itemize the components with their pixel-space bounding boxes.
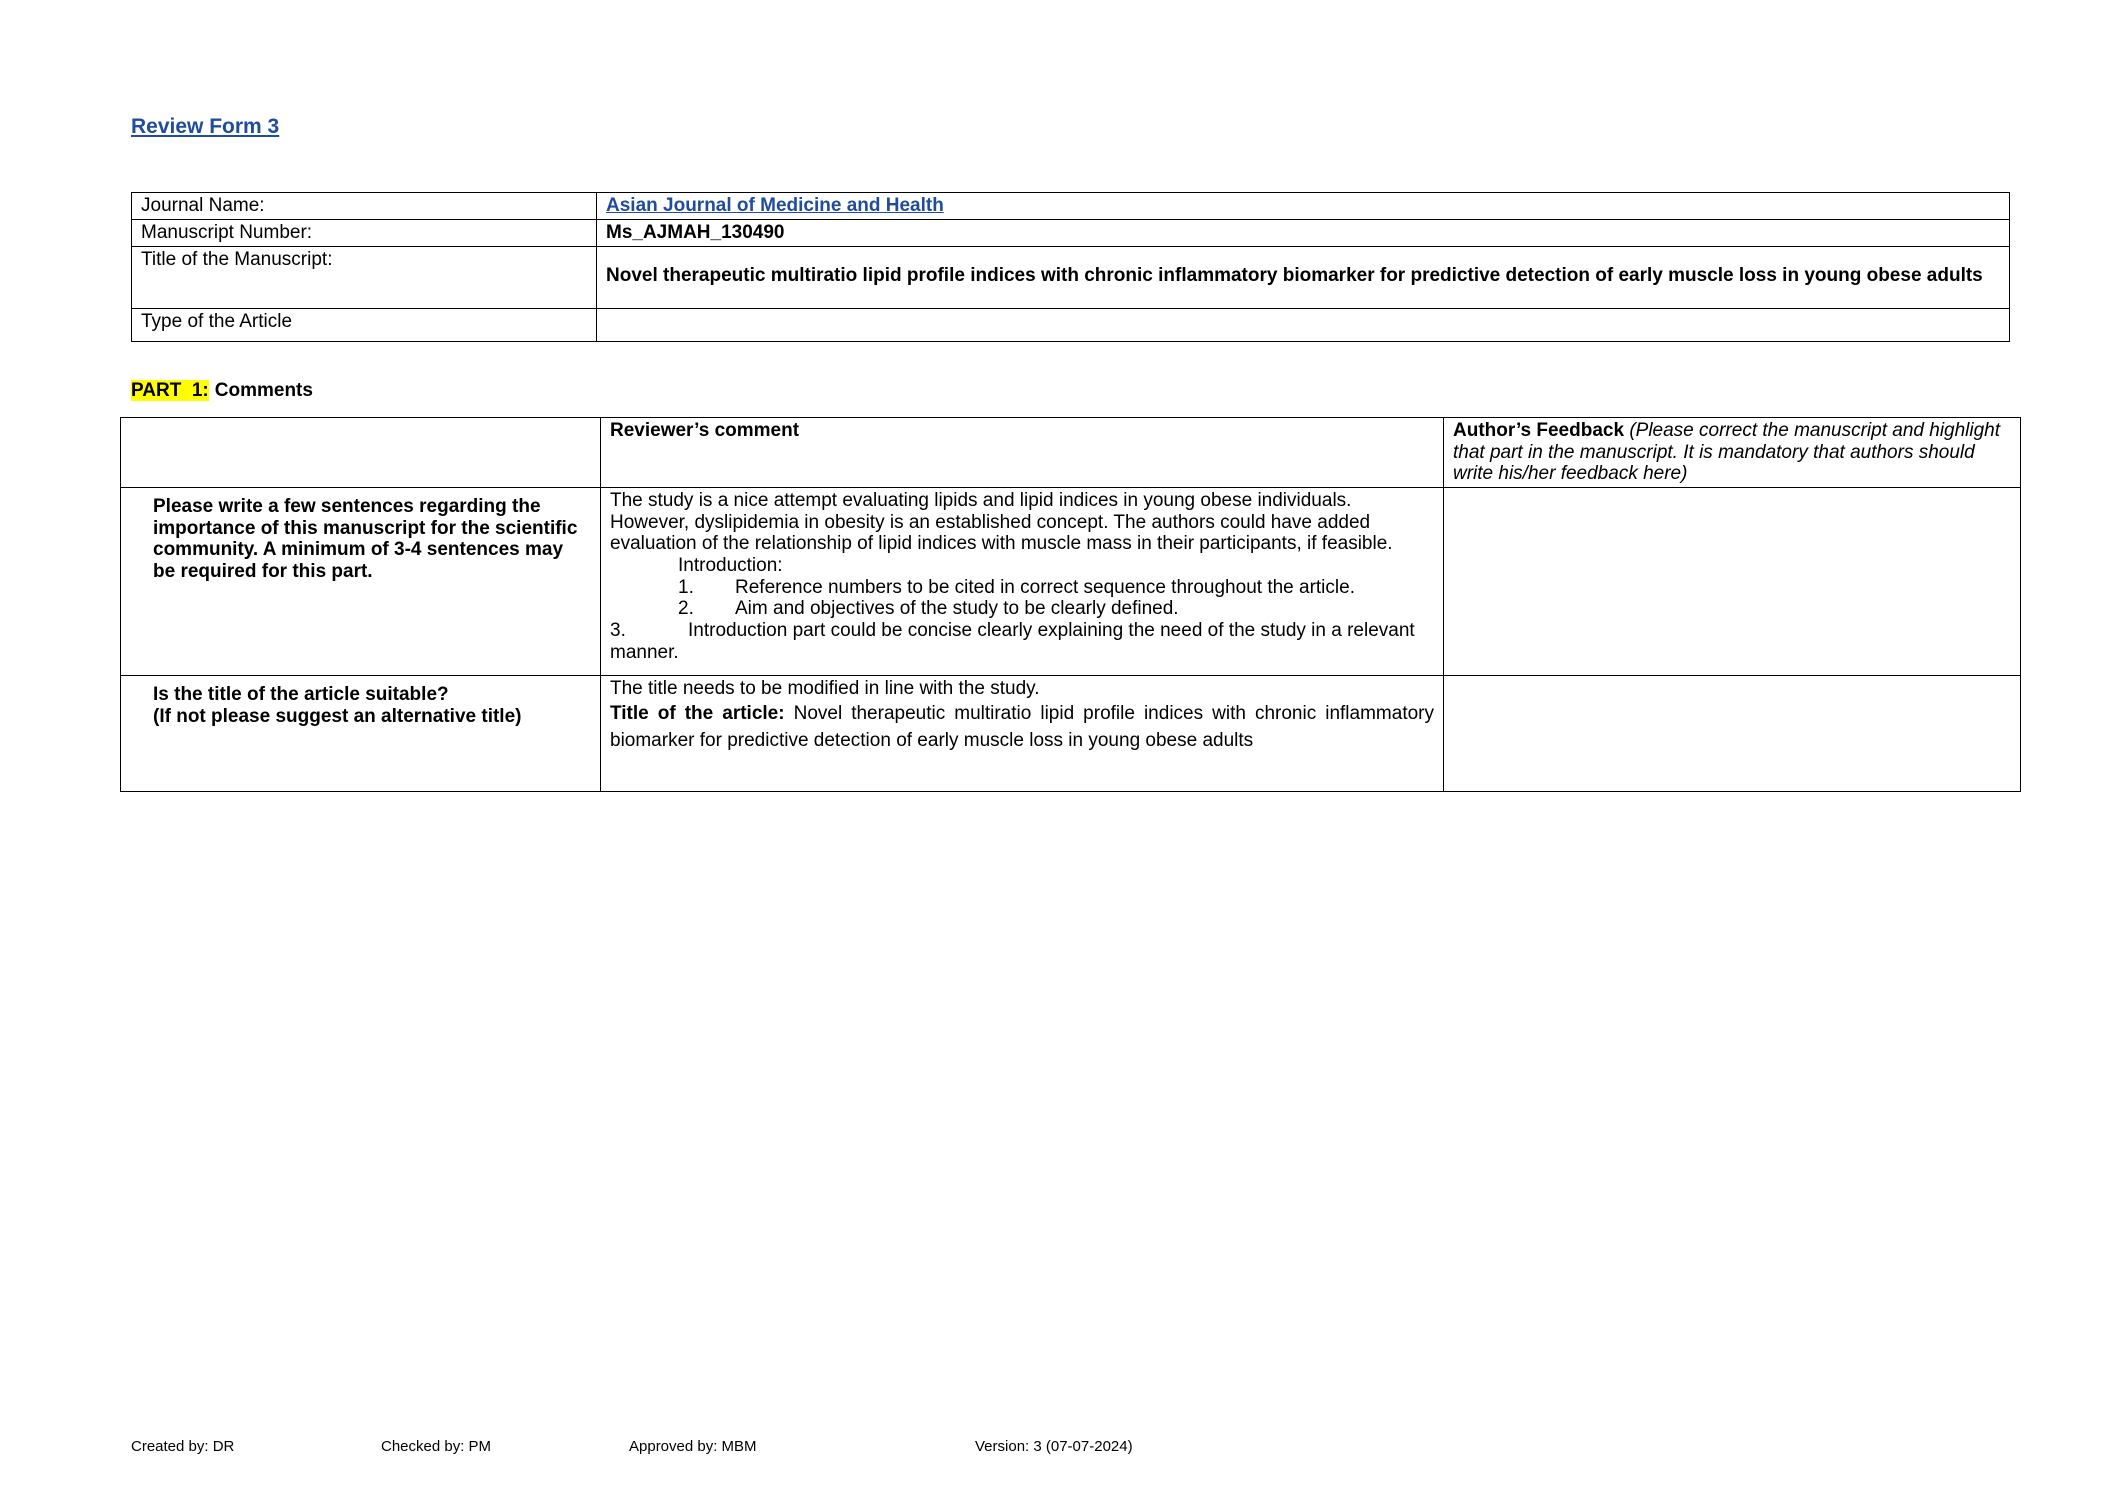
table-row-article-type bbox=[132, 308, 2010, 341]
manuscript-title-label: Title of the Manuscript: bbox=[132, 246, 597, 308]
list-item-1-number: 1. bbox=[678, 576, 694, 598]
title-of-article-label: Title of the article: bbox=[610, 702, 785, 724]
part1-badge: PART 1: bbox=[131, 380, 209, 401]
author-feedback-cell-2[interactable] bbox=[1444, 675, 2021, 791]
manuscript-number-value: Ms_AJMAH_130490 bbox=[597, 219, 2010, 246]
comments-row-importance bbox=[121, 487, 2021, 675]
journal-name-link[interactable]: Asian Journal of Medicine and Health bbox=[606, 195, 944, 216]
title-suitability-question bbox=[121, 675, 601, 791]
footer-version: Version: 3 (07-07-2024) bbox=[975, 1438, 1133, 1455]
table-row-journal bbox=[132, 193, 2010, 220]
title-reviewer-comment-cell bbox=[601, 675, 1444, 791]
part1-label: Comments bbox=[214, 380, 313, 401]
footer-checked-by: Checked by: PM bbox=[381, 1438, 492, 1455]
list-item-1 bbox=[610, 577, 1434, 599]
manuscript-info-table bbox=[131, 192, 2010, 342]
list-item-3 bbox=[610, 620, 1434, 663]
title-comment-paragraph bbox=[610, 700, 1434, 755]
list-item-2 bbox=[610, 598, 1434, 620]
list-item-2-number: 2. bbox=[678, 598, 694, 620]
importance-reviewer-comment-cell bbox=[601, 487, 1444, 675]
footer-created-by: Created by: DR bbox=[131, 1438, 235, 1455]
article-type-value-cell[interactable] bbox=[597, 308, 2010, 341]
table-row-title bbox=[132, 246, 2010, 308]
title-of-article-text: Novel therapeutic multiratio lipid profile indices with chronic inflammatory biomarker for predictive detection of early muscle loss in young obese adults bbox=[610, 702, 1434, 752]
comment-subheading: Introduction: bbox=[678, 554, 783, 576]
comments-table bbox=[120, 417, 2021, 792]
importance-question: Please write a few sentences regarding the importance of this manuscript for the scientific community. A minimum of 3-4 sentences may be required for this part. bbox=[121, 487, 601, 675]
list-item-2-text: Aim and objectives of the study to be clearly defined. bbox=[735, 598, 1179, 620]
journal-name-value-cell bbox=[597, 193, 2010, 220]
footer-approved-by: Approved by: MBM bbox=[629, 1438, 757, 1455]
comment-intro-paragraph: The study is a nice attempt evaluating lipids and lipid indices in young obese individuals. However, dyslipidemia in obesity is an established concept. The authors could have added evaluation of the relationship of lipid indices with muscle mass in their participants, if feasible. bbox=[610, 489, 1393, 555]
title-comment-line1: The title needs to be modified in line with the study. bbox=[610, 677, 1040, 699]
title-question-line1: Is the title of the article suitable? bbox=[153, 683, 449, 705]
part1-heading bbox=[131, 380, 313, 402]
review-form-title: Review Form 3 bbox=[131, 115, 280, 138]
comments-header-row bbox=[121, 418, 2021, 488]
table-row-manuscript-number bbox=[132, 219, 2010, 246]
manuscript-number-label: Manuscript Number: bbox=[132, 219, 597, 246]
journal-name-label: Journal Name: bbox=[132, 193, 597, 220]
author-feedback-header-bold: Author’s Feedback bbox=[1453, 420, 1625, 441]
author-feedback-cell-1[interactable] bbox=[1444, 487, 2021, 675]
comments-header-empty-cell bbox=[121, 418, 601, 488]
author-feedback-header bbox=[1444, 418, 2021, 488]
list-item-1-text: Reference numbers to be cited in correct sequence throughout the article. bbox=[735, 576, 1355, 598]
list-item-3-number: 3. bbox=[610, 619, 626, 641]
article-type-label: Type of the Article bbox=[132, 308, 597, 341]
reviewer-comment-header: Reviewer’s comment bbox=[601, 418, 1444, 488]
manuscript-title-value: Novel therapeutic multiratio lipid profile indices with chronic inflammatory biomarker for predictive detection of early muscle loss in young obese adults bbox=[597, 246, 2010, 308]
comments-row-title-suitability bbox=[121, 675, 2021, 791]
author-feedback-header-note: (Please correct the manuscript and highlight that part in the manuscript. It is mandatory that authors should write his/her feedback here) bbox=[1453, 420, 2001, 485]
list-item-3-text: Introduction part could be concise clearly explaining the need of the study in a relevant manner. bbox=[610, 619, 1415, 663]
title-question-line2: (If not please suggest an alternative title) bbox=[153, 705, 522, 727]
